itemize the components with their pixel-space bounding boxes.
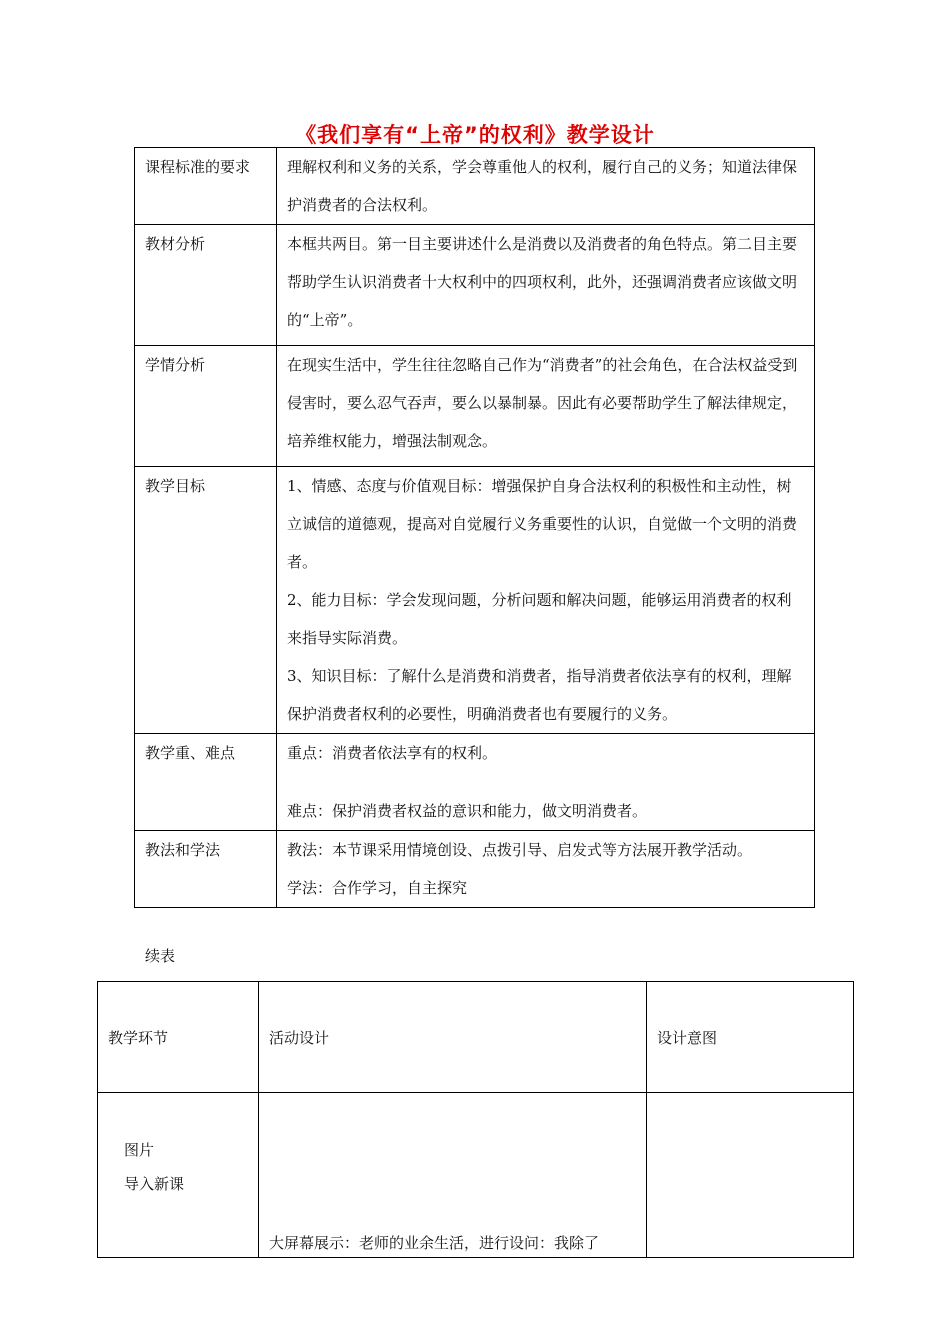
table-row <box>135 346 815 467</box>
document-title: 《我们享有“上帝”的权利》教学设计 <box>295 123 655 147</box>
content-paragraph: 本框共两目。第一目主要讲述什么是消费以及消费者的角色特点。第二目主要帮助学生认识消费者十大权利中的四项权利，此外，还强调消费者应该做文明的“上帝”。 <box>287 235 798 329</box>
content-paragraph: 在现实生活中，学生往往忽略自己作为“消费者”的社会角色，在合法权益受到侵害时，要么忍气吞声，要么以暴制暴。因此有必要帮助学生了解法律规定，培养维权能力，增强法制观念。 <box>287 356 798 450</box>
table-row <box>98 1093 854 1258</box>
content-paragraph: 学法：合作学习，自主探究 <box>287 879 468 897</box>
row-content <box>277 734 815 831</box>
row-label: 课程标准的要求 <box>135 148 277 225</box>
stage-line: 图片 <box>124 1141 155 1159</box>
row-content <box>277 148 815 225</box>
content-paragraph: 理解权利和义务的关系，学会尊重他人的权利，履行自己的义务；知道法律保护消费者的合法权利。 <box>287 158 798 214</box>
row-label: 教学重、难点 <box>135 734 277 831</box>
content-paragraph: 1、情感、态度与价值观目标：增强保护自身合法权利的积极性和主动性，树立诚信的道德观，提高对自觉履行义务重要性的认识，自觉做一个文明的消费者。 <box>287 477 798 571</box>
table-row <box>135 734 815 831</box>
lesson-design-table <box>134 147 815 908</box>
row-label: 学情分析 <box>135 346 277 467</box>
row-content <box>277 467 815 734</box>
table-row <box>135 225 815 346</box>
row-content <box>277 831 815 908</box>
content-paragraph: 重点：消费者依法享有的权利。 <box>287 744 498 762</box>
stage-line: 导入新课 <box>124 1175 185 1193</box>
row-content <box>277 346 815 467</box>
row-label: 教学目标 <box>135 467 277 734</box>
content-paragraph: 2、能力目标：学会发现问题，分析问题和解决问题，能够运用消费者的权利来指导实际消费。 <box>287 591 792 647</box>
table-row <box>135 467 815 734</box>
column-header: 设计意图 <box>647 982 854 1093</box>
activity-cell: 大屏幕展示：老师的业余生活，进行设问：我除了 <box>259 1093 647 1258</box>
row-label: 教法和学法 <box>135 831 277 908</box>
content-paragraph: 难点：保护消费者权益的意识和能力，做文明消费者。 <box>287 802 648 820</box>
continued-label: 续表 <box>145 947 176 965</box>
column-header: 活动设计 <box>259 982 647 1093</box>
table-row <box>135 831 815 908</box>
row-content <box>277 225 815 346</box>
intent-cell <box>647 1093 854 1258</box>
column-header: 教学环节 <box>98 982 259 1093</box>
table-header-row <box>98 982 854 1093</box>
content-paragraph: 教法：本节课采用情境创设、点拨引导、启发式等方法展开教学活动。 <box>287 841 753 859</box>
teaching-process-table <box>97 981 854 1258</box>
stage-cell <box>98 1093 259 1258</box>
row-label: 教材分析 <box>135 225 277 346</box>
content-paragraph: 3、知识目标：了解什么是消费和消费者，指导消费者依法享有的权利，理解保护消费者权利的必要性，明确消费者也有要履行的义务。 <box>287 667 792 723</box>
table-row <box>135 148 815 225</box>
